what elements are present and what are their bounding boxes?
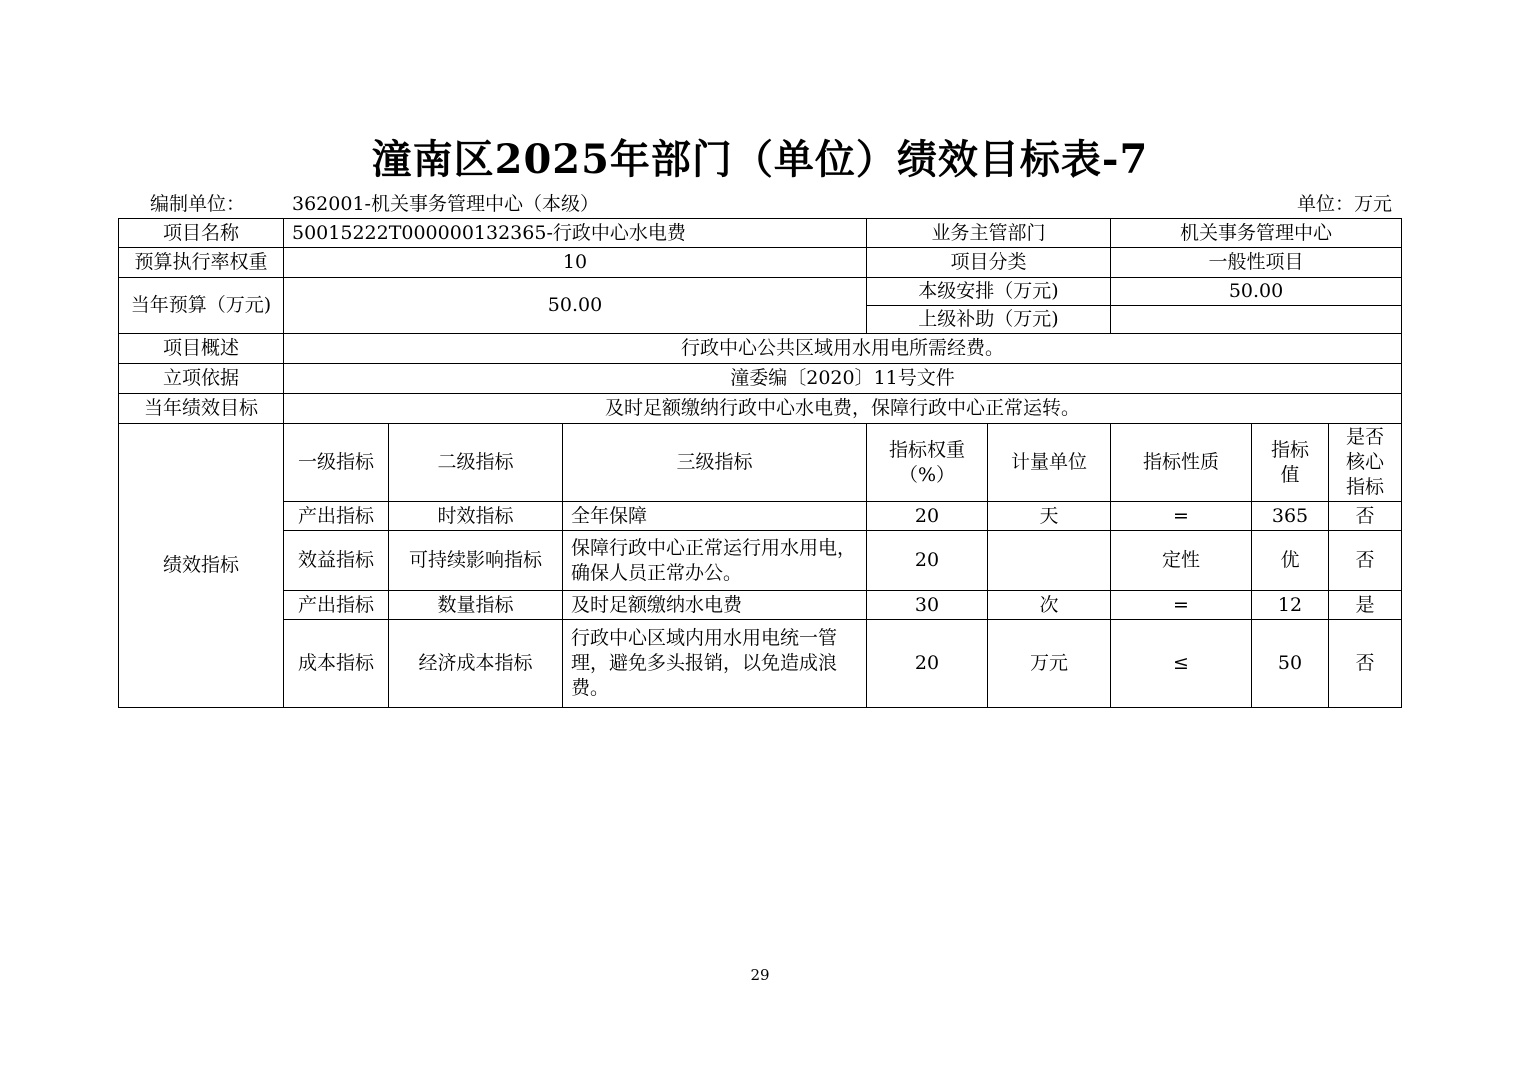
project-name-value: 50015222T000000132365-行政中心水电费 [284, 219, 867, 248]
row-weight: 20 [867, 531, 988, 591]
row-unit: 天 [988, 502, 1111, 531]
local-label: 本级安排（万元) [867, 278, 1111, 306]
overview-label: 项目概述 [119, 334, 284, 364]
row-unit [988, 531, 1111, 591]
row-level1: 产出指标 [284, 502, 389, 531]
row-level2: 数量指标 [389, 591, 563, 620]
header-core: 是否核心指标 [1329, 424, 1402, 502]
dept-value: 机关事务管理中心 [1111, 219, 1402, 248]
row-core: 是 [1329, 591, 1402, 620]
weight-label: 预算执行率权重 [119, 248, 284, 278]
row-weight: 30 [867, 591, 988, 620]
row-value: 优 [1252, 531, 1329, 591]
header-weight: 指标权重（%） [867, 424, 988, 502]
row-value: 365 [1252, 502, 1329, 531]
budget-label: 当年预算（万元) [119, 278, 284, 334]
row-unit: 次 [988, 591, 1111, 620]
row-nature: ≤ [1111, 620, 1252, 708]
goal-label: 当年绩效目标 [119, 394, 284, 424]
row-level3: 及时足额缴纳水电费 [563, 591, 867, 620]
header-value: 指标值 [1252, 424, 1329, 502]
header-level1: 一级指标 [284, 424, 389, 502]
row-level2: 经济成本指标 [389, 620, 563, 708]
basis-label: 立项依据 [119, 364, 284, 394]
subsidy-label: 上级补助（万元) [867, 306, 1111, 334]
row-core: 否 [1329, 620, 1402, 708]
header-level3: 三级指标 [563, 424, 867, 502]
row-value: 50 [1252, 620, 1329, 708]
dept-label: 业务主管部门 [867, 219, 1111, 248]
page-title: 潼南区2025年部门（单位）绩效目标表-7 [371, 136, 1149, 183]
table-row [119, 620, 1402, 708]
table-row [119, 531, 1402, 591]
goal-value: 及时足额缴纳行政中心水电费，保障行政中心正常运转。 [284, 394, 1402, 424]
unit-label: 编制单位： [150, 193, 246, 215]
table-row [119, 591, 1402, 620]
row-level3: 行政中心区域内用水用电统一管理，避免多头报销，以免造成浪费。 [563, 620, 867, 708]
row-level2: 时效指标 [389, 502, 563, 531]
header-unit: 计量单位 [988, 424, 1111, 502]
unit-value: 362001-机关事务管理中心（本级） [292, 193, 599, 215]
row-weight: 20 [867, 502, 988, 531]
row-level3: 全年保障 [563, 502, 867, 531]
page-number: 29 [750, 966, 770, 984]
row-level1: 成本指标 [284, 620, 389, 708]
row-nature: = [1111, 502, 1252, 531]
subsidy-value [1111, 306, 1402, 334]
header-nature: 指标性质 [1111, 424, 1252, 502]
row-value: 12 [1252, 591, 1329, 620]
row-level1: 产出指标 [284, 591, 389, 620]
overview-value: 行政中心公共区域用水用电所需经费。 [284, 334, 1402, 364]
budget-value: 50.00 [284, 278, 867, 334]
currency-note: 单位：万元 [1296, 193, 1392, 215]
row-level1: 效益指标 [284, 531, 389, 591]
row-core: 否 [1329, 531, 1402, 591]
row-nature: = [1111, 591, 1252, 620]
row-level2: 可持续影响指标 [389, 531, 563, 591]
basis-value: 潼委编〔2020〕11号文件 [284, 364, 1402, 394]
row-core: 否 [1329, 502, 1402, 531]
project-name-label: 项目名称 [119, 219, 284, 248]
row-nature: 定性 [1111, 531, 1252, 591]
row-weight: 20 [867, 620, 988, 708]
category-value: 一般性项目 [1111, 248, 1402, 278]
row-level3: 保障行政中心正常运行用水用电，确保人员正常办公。 [563, 531, 867, 591]
category-label: 项目分类 [867, 248, 1111, 278]
header-level2: 二级指标 [389, 424, 563, 502]
row-unit: 万元 [988, 620, 1111, 708]
local-value: 50.00 [1111, 278, 1402, 306]
indicators-section-label: 绩效指标 [119, 424, 284, 708]
table-row [119, 502, 1402, 531]
performance-table [118, 218, 1402, 708]
weight-value: 10 [284, 248, 867, 278]
